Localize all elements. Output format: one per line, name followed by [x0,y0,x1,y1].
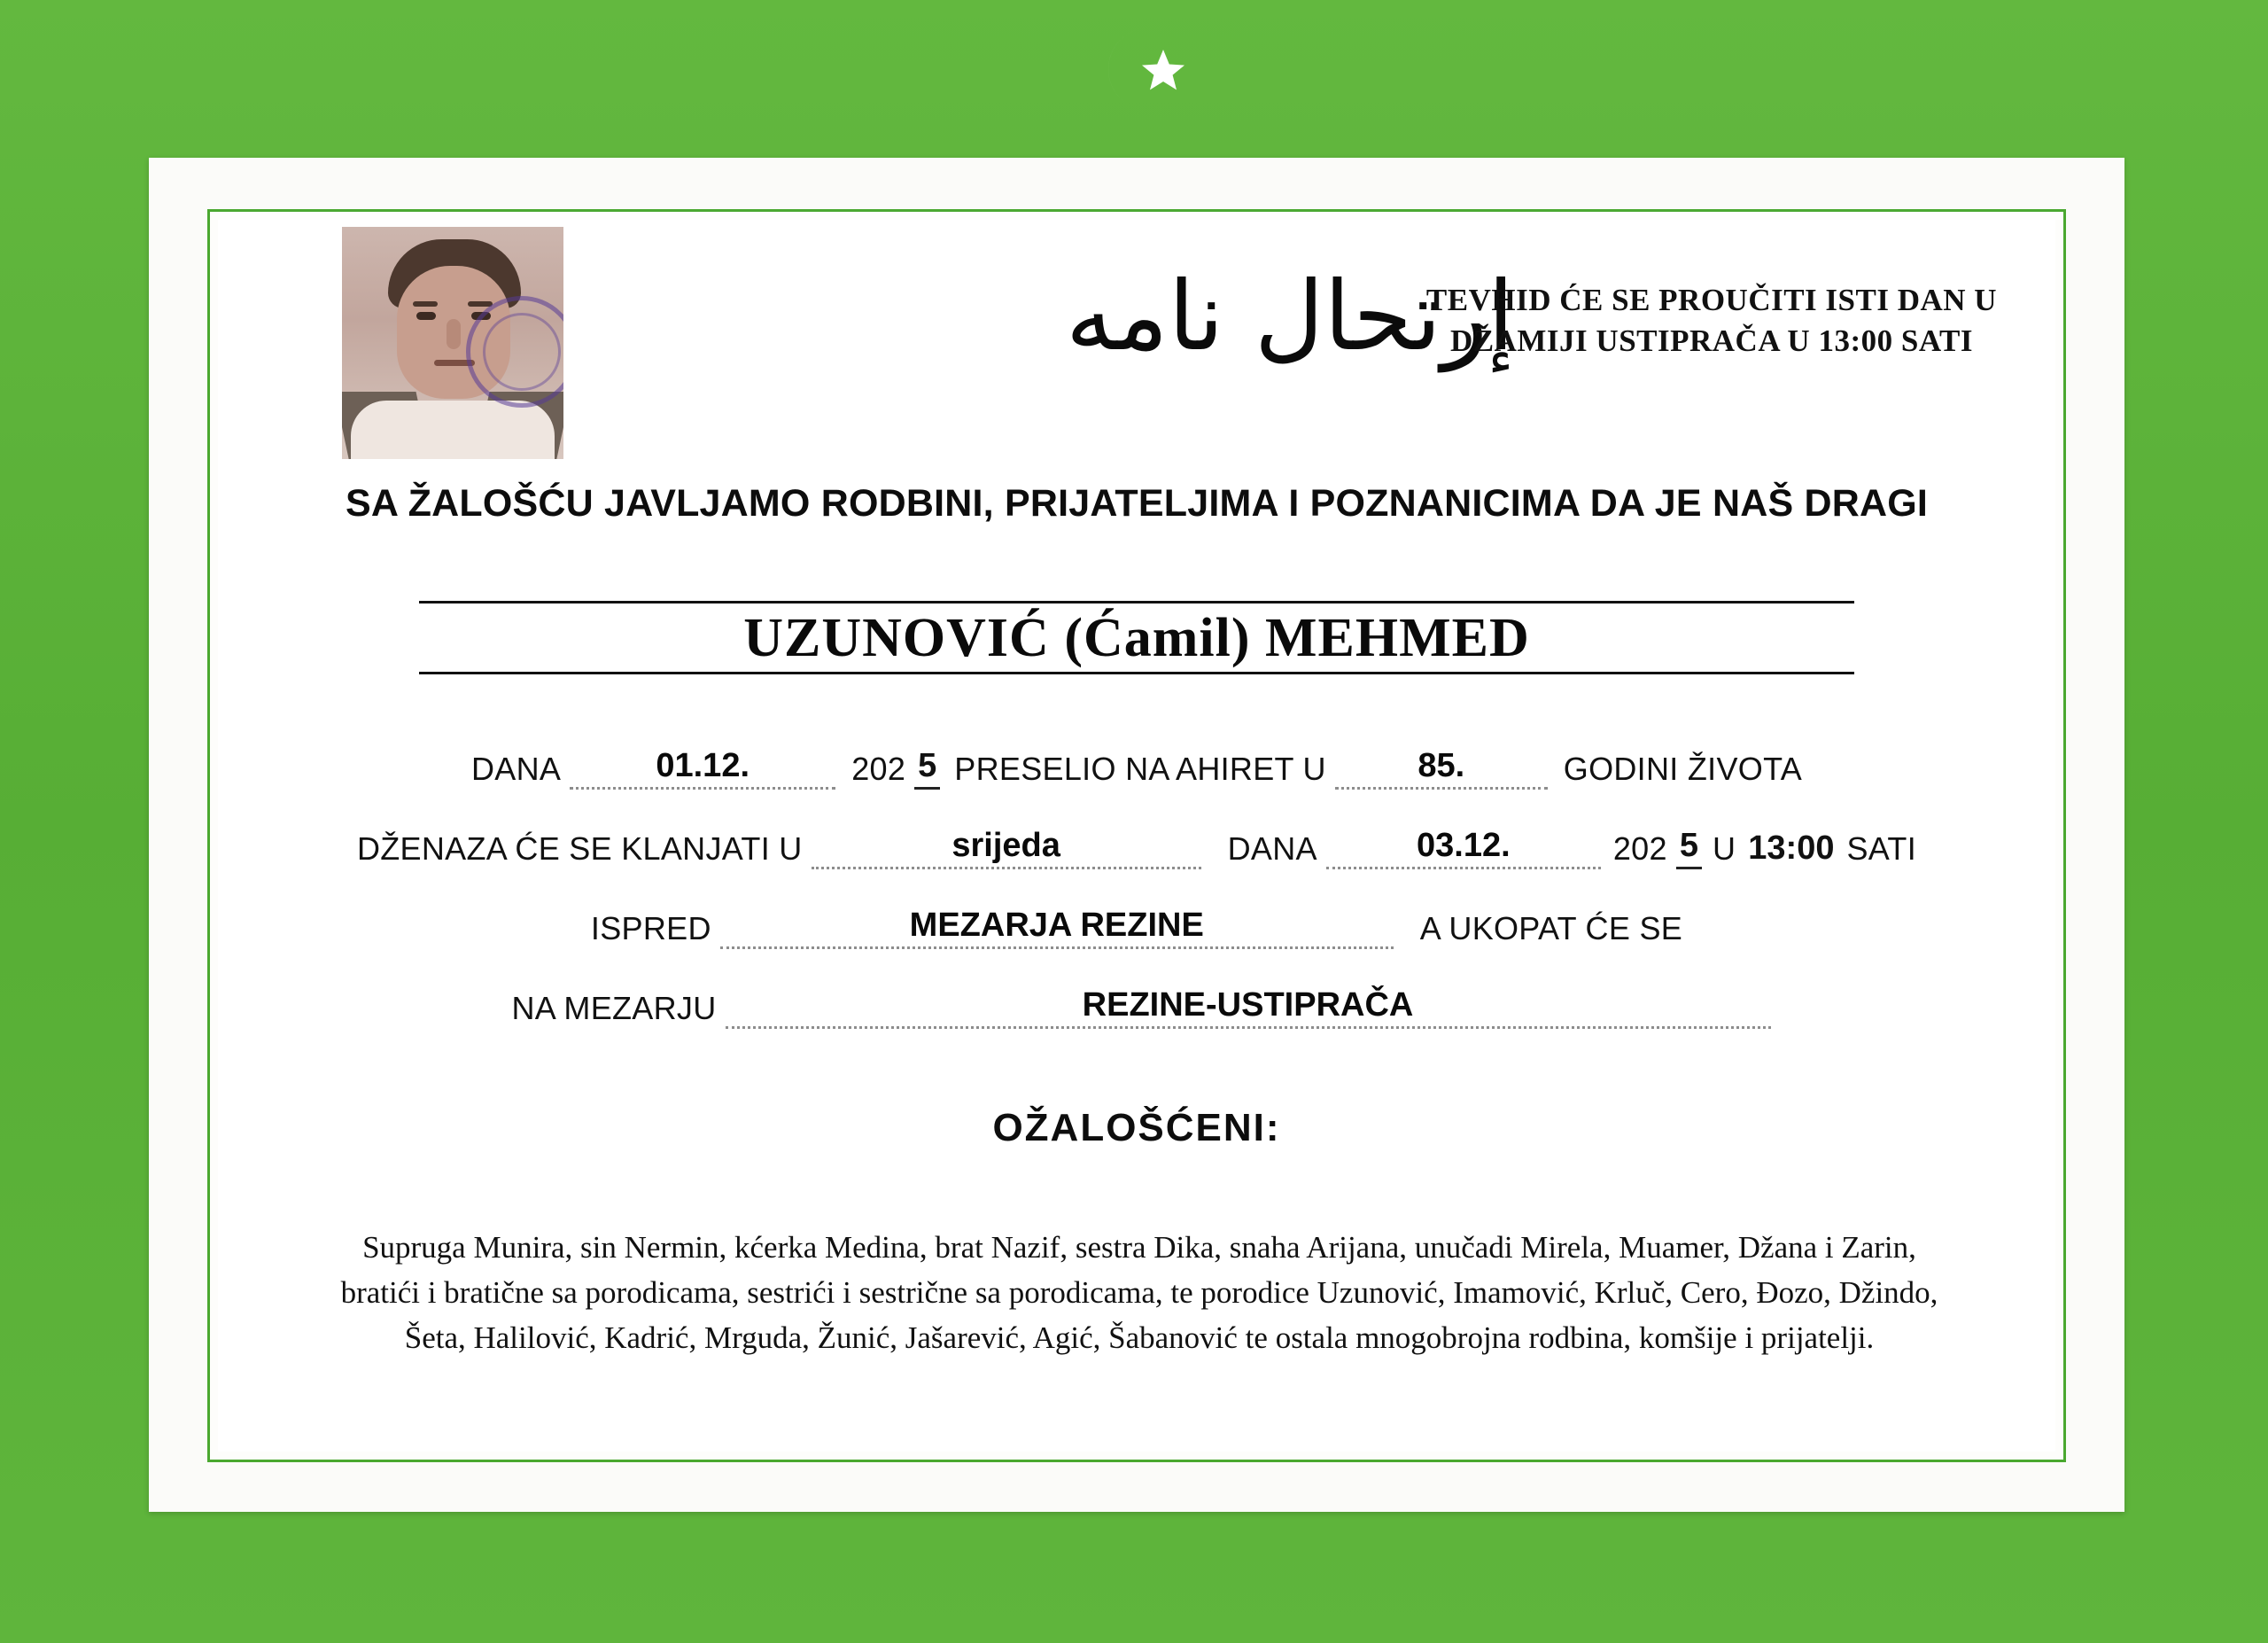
label-dana: DANA [470,751,562,787]
card-green-border [207,209,2066,1462]
mosque-notice: TEVHID ĆE SE PROUČITI ISTI DAN U DŽAMIJI USTIPRAČA U 13:00 SATI [1425,283,1998,359]
label-year-prefix-2: 202 [1612,830,1667,867]
funeral-year-digit: 5 [1676,827,1702,869]
deceased-name-block [218,601,2055,674]
cemetery-value: REZINE-USTIPRAČA [726,986,1771,1029]
place-value: MEZARJA REZINE [720,907,1394,949]
card-content [218,220,2055,1452]
death-year-digit: 5 [914,747,940,790]
label-ukopat: A UKOPAT ĆE SE [1419,910,1683,946]
crescent-star-emblem [0,16,2268,122]
crescent-star-icon [1081,19,1187,119]
death-date-row [218,747,2055,790]
form-rows [218,747,2055,1066]
funeral-time-value: 13:00 [1748,829,1835,867]
label-preselio: PRESELIO NA AHIRET U [954,751,1326,787]
label-ispred: ISPRED [590,910,711,946]
mourners-heading: OŽALOŠĆENI: [992,1106,1281,1149]
cemetery-row [218,986,2055,1029]
arabic-title: إرتحال نامه [1065,261,1515,372]
funeral-date-value: 03.12. [1326,827,1601,869]
age-value: 85. [1335,747,1548,790]
death-date-value: 01.12. [570,747,835,790]
label-year-prefix: 202 [851,751,906,787]
obituary-card [149,158,2124,1512]
label-sati: SATI [1846,830,1917,867]
announcement-line: SA ŽALOŠĆU JAVLJAMO RODBINI, PRIJATELJIMA I POZNANICIMA DA JE NAŠ DRAGI [345,482,1929,525]
funeral-row [218,827,2055,869]
deceased-name: UZUNOVIĆ (Ćamil) MEHMED [743,608,1530,668]
mourners-list: Supruga Munira, sin Nermin, kćerka Medina, brat Nazif, sestra Dika, snaha Arijana, unučadi Mirela, Muamer, Džana i Zarin, bratići i bratične sa porodicama, sestrići i sestrične sa porodicama, te porodice Uzunović, Imamović, Krluč, Cero, Đozo, Džindo, Šeta, Halilović, Kadrić, Mrguda, Žunić, Jašarević, Agić, Šabanović te ostala mnogobrojna rodbina, komšije i prijatelji. [340,1230,1938,1355]
label-u: U [1712,830,1736,867]
funeral-weekday-value: srijeda [812,827,1201,869]
name-rule-top [419,601,1854,603]
label-dana-2: DANA [1227,830,1317,867]
header-band [218,246,2055,450]
name-rule-bottom [419,672,1854,674]
label-godini-zivota: GODINI ŽIVOTA [1563,751,1803,787]
label-na-mezarju: NA MEZARJU [511,990,717,1026]
label-dzenaza: DŽENAZA ĆE SE KLANJATI U [356,830,803,867]
place-row [218,907,2055,949]
